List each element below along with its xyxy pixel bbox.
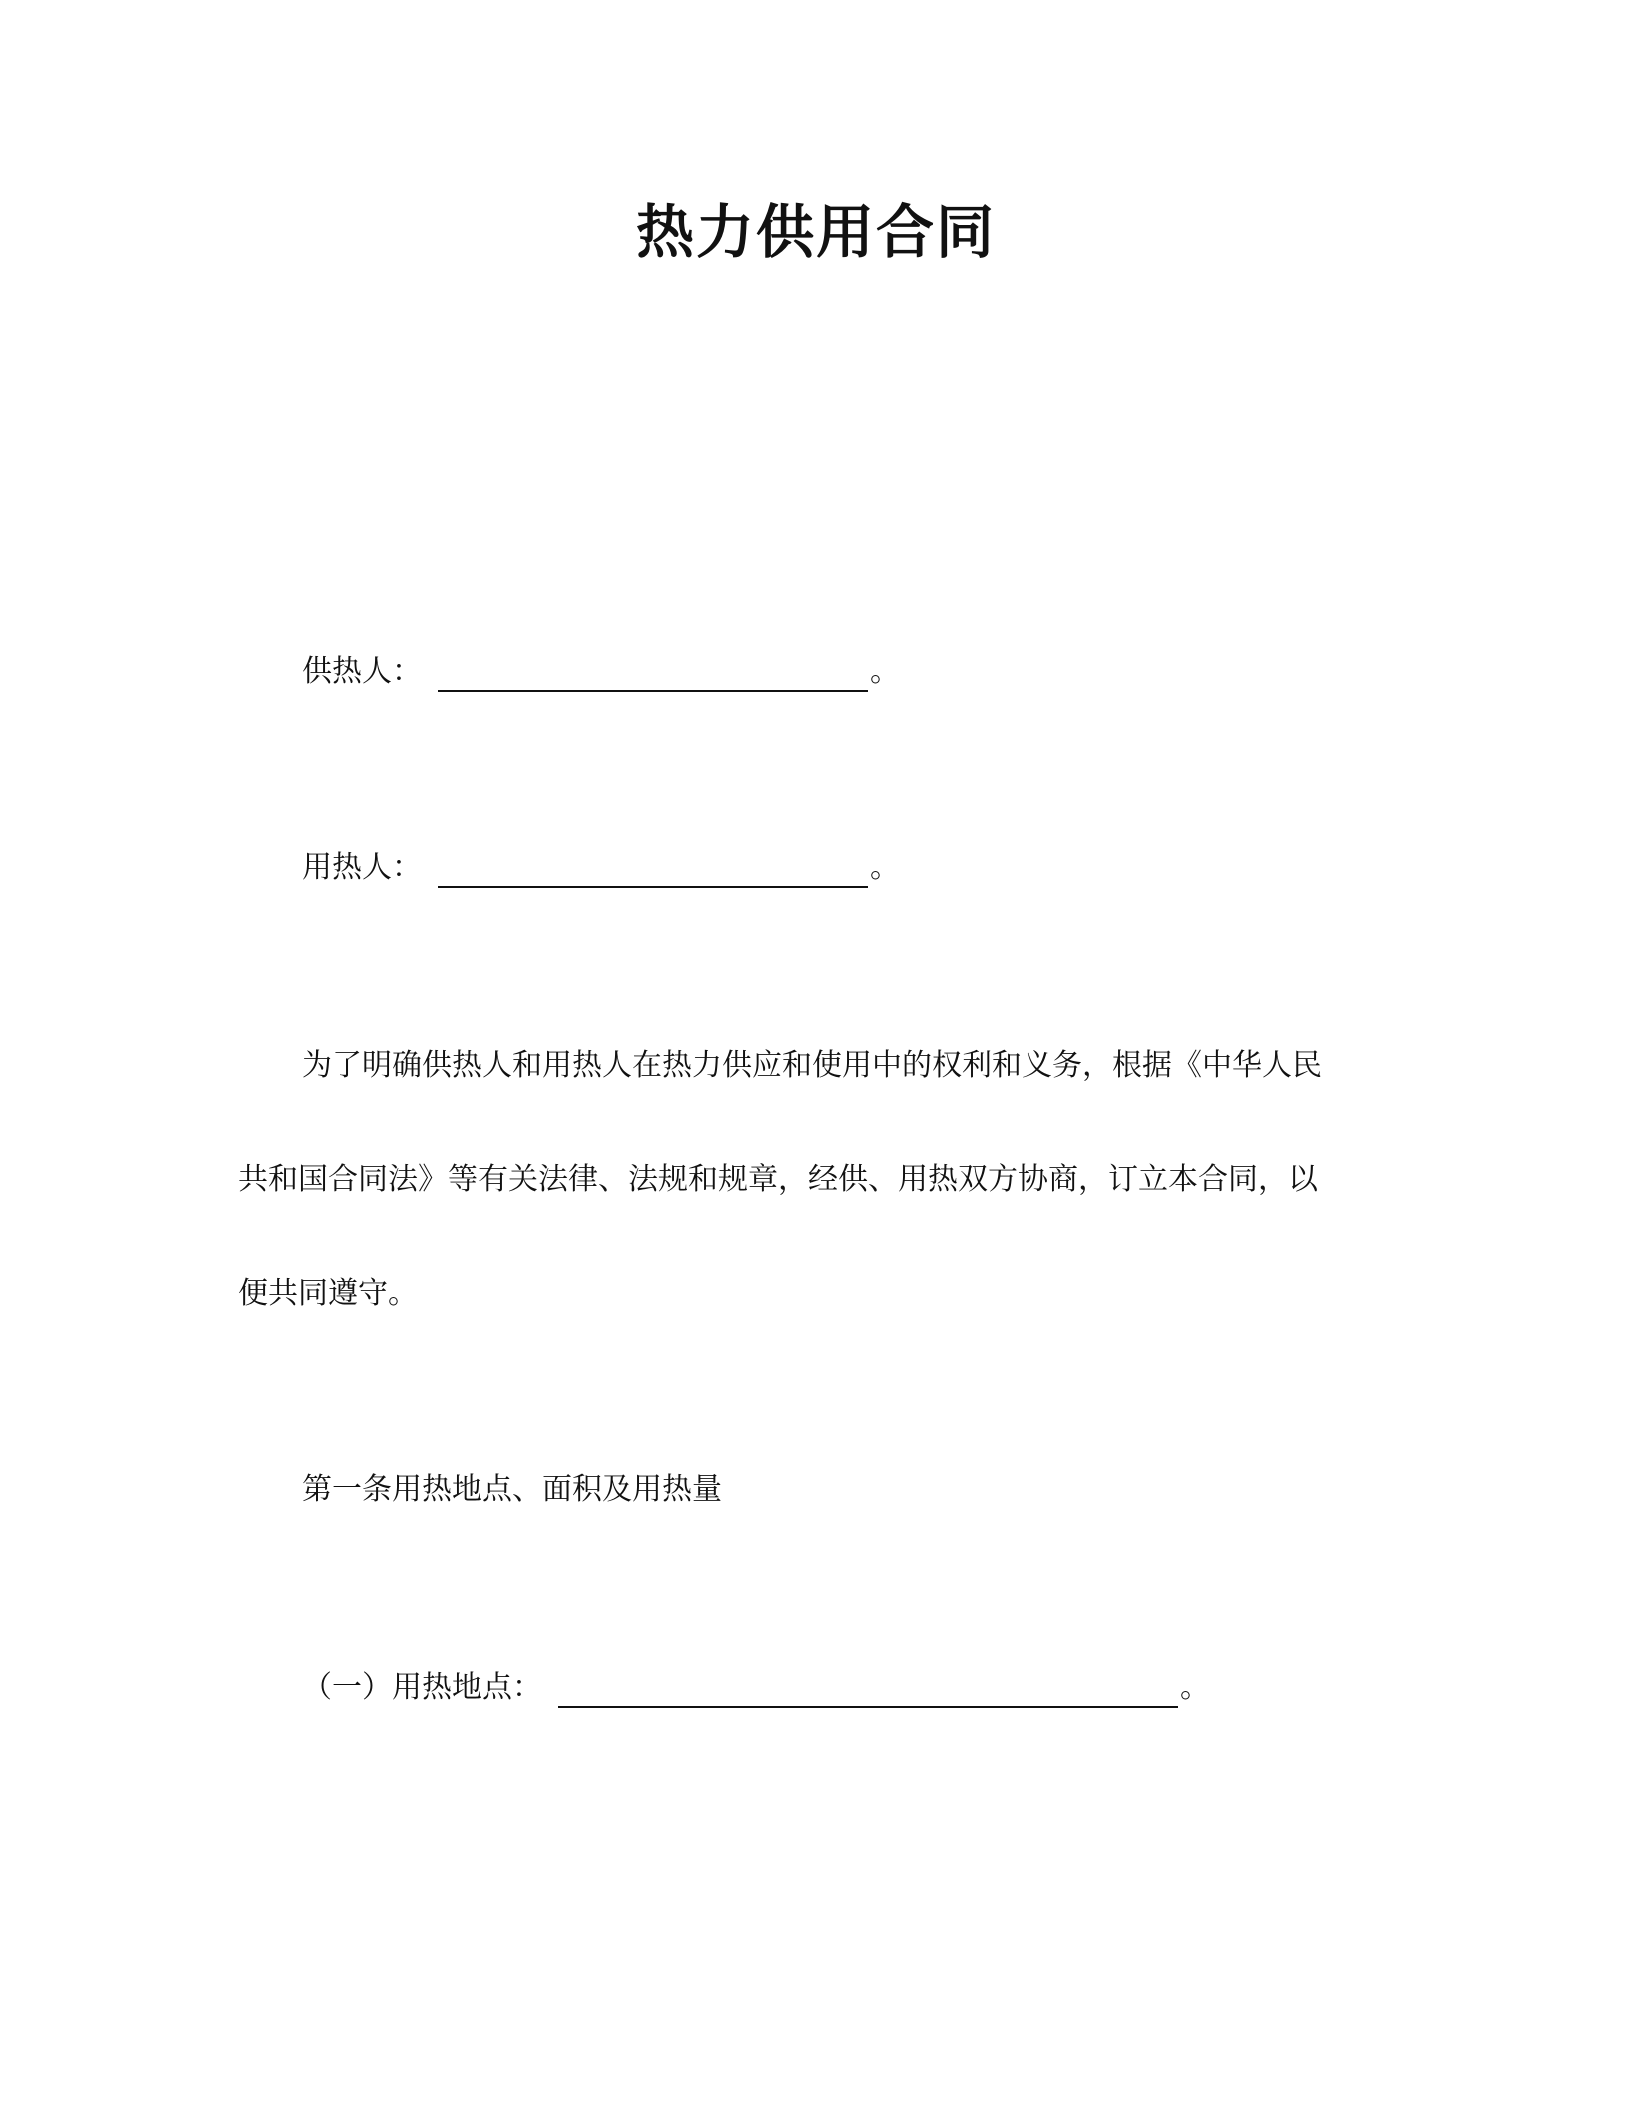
usage-location-blank-line[interactable] xyxy=(558,1670,1178,1708)
supplier-blank-line[interactable] xyxy=(438,654,868,692)
user-label: 用热人： xyxy=(302,850,422,885)
usage-location-end-mark: 。 xyxy=(1180,1670,1210,1705)
supplier-end-mark: 。 xyxy=(870,654,900,689)
preamble-line-3: 便共同遵守。 xyxy=(238,1276,418,1311)
usage-location-label: （一）用热地点： xyxy=(302,1670,542,1705)
article-1-heading: 第一条用热地点、面积及用热量 xyxy=(302,1472,722,1507)
supplier-label: 供热人： xyxy=(302,654,422,689)
preamble-line-2: 共和国合同法》等有关法律、法规和规章，经供、用热双方协商，订立本合同，以 xyxy=(238,1162,1318,1197)
article-1-item-1-row xyxy=(302,1668,1210,1708)
user-blank-line[interactable] xyxy=(438,850,868,888)
user-end-mark: 。 xyxy=(870,850,900,885)
document-title: 热力供用合同 xyxy=(635,198,996,266)
supplier-row xyxy=(302,652,900,692)
user-row xyxy=(302,848,900,888)
preamble-line-1: 为了明确供热人和用热人在热力供应和使用中的权利和义务，根据《中华人民 xyxy=(302,1048,1322,1083)
